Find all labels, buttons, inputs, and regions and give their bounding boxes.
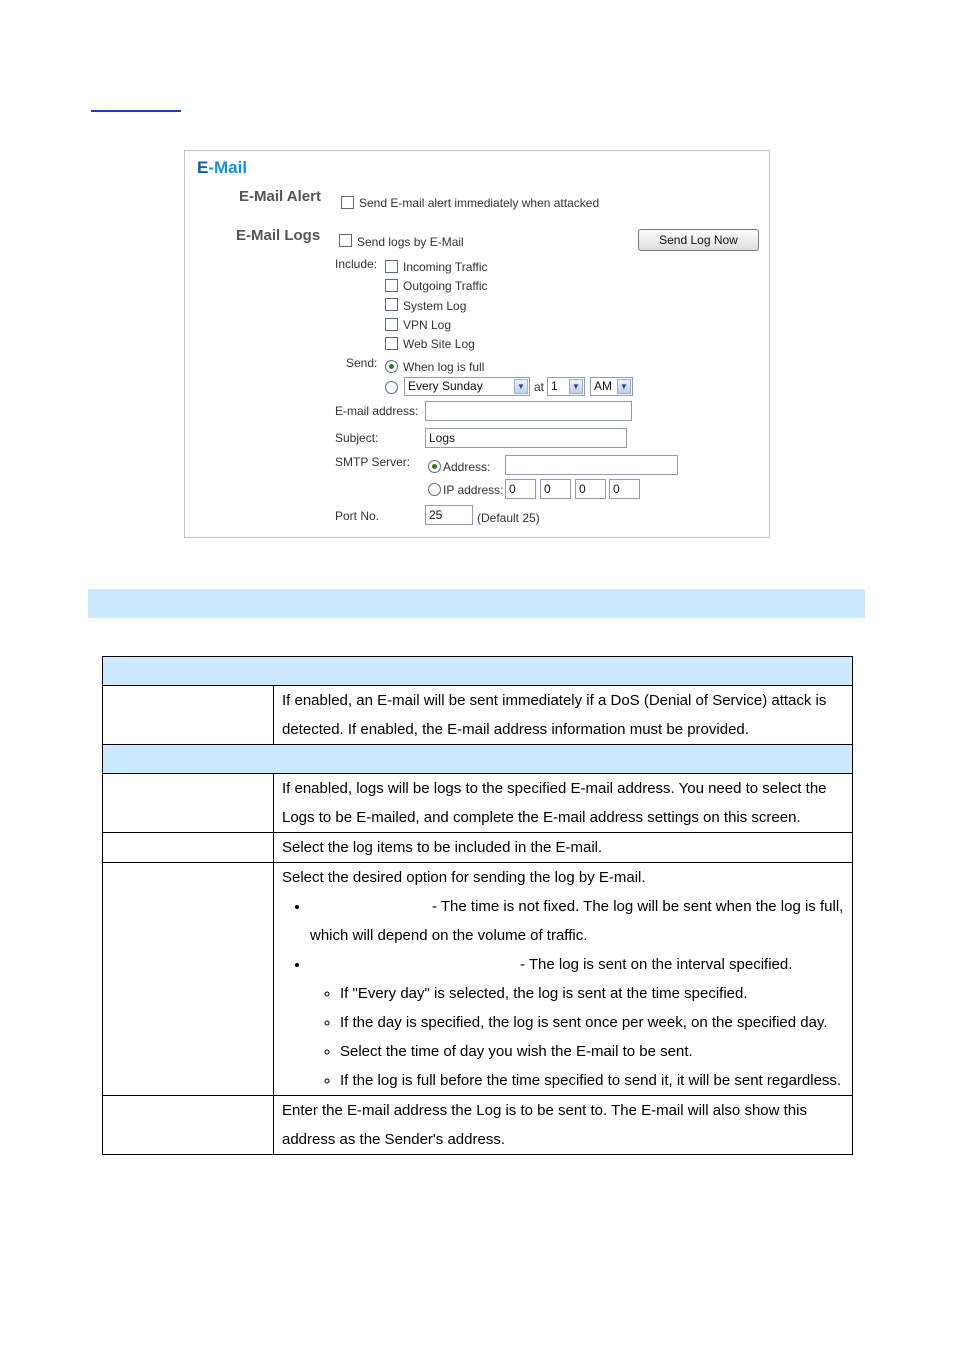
send-log-now-button[interactable]: Send Log Now	[638, 229, 759, 251]
subject-label: Subject:	[335, 431, 379, 445]
email-alert-checkbox[interactable]	[341, 196, 354, 209]
email-alert-checkbox-label: Send E-mail alert immediately when attacked	[359, 196, 600, 210]
list-item: • - The time is not fixed. The log will be sent when the log is full, which will depend on the volume of traffic.	[310, 892, 844, 950]
send-when-full-radio[interactable]	[385, 360, 398, 373]
row-email-logs-desc: If enabled, logs will be logs to the specified E-mail address. You need to select the Logs to be E-mailed, and complete the E-mail address settings on this screen.	[274, 774, 853, 833]
include-vpn-log-checkbox[interactable]	[385, 318, 398, 331]
smtp-ip-octet-3[interactable]: 0	[575, 479, 606, 499]
port-default-note: (Default 25)	[477, 511, 540, 525]
include-outgoing-label: Outgoing Traffic	[403, 279, 488, 293]
schedule-day-select[interactable]: Every Sunday ▼	[404, 377, 530, 396]
email-address-input[interactable]	[425, 401, 632, 421]
table-row	[103, 1096, 853, 1155]
section-heading-band	[88, 589, 865, 618]
schedule-ampm-select[interactable]: AM ▼	[590, 377, 633, 396]
smtp-address-label: Address:	[443, 460, 491, 474]
top-link-underline[interactable]	[91, 110, 181, 112]
include-system-log-checkbox[interactable]	[385, 298, 398, 311]
row-email-alert-desc: If enabled, an E-mail will be sent immediately if a DoS (Denial of Service) attack is detected. If enabled, the E-mail address information must be provided.	[274, 686, 853, 745]
list-item: ◦ If the log is full before the time specified to send it, it will be sent regardless.	[340, 1066, 844, 1095]
table-row	[103, 833, 853, 863]
smtp-address-radio[interactable]	[428, 460, 441, 473]
smtp-ip-octet-2[interactable]: 0	[540, 479, 571, 499]
schedule-hour-select[interactable]: 1 ▼	[547, 377, 585, 396]
include-incoming-label: Incoming Traffic	[403, 260, 488, 274]
send-label: Send:	[346, 356, 378, 370]
field-description-table	[102, 656, 853, 1155]
row-send-desc	[274, 863, 853, 1096]
include-vpn-log-label: VPN Log	[403, 318, 452, 332]
chevron-down-icon: ▼	[617, 379, 631, 394]
list-item: • - The log is sent on the interval specified. ◦ If "Every day" is selected, the log is sent at the time specified. ◦ If the day is specified, the log is sent once per week, on the specified day. ◦ Select the time of day you wish the E-mail to be sent. ◦ If the log is full before the time specified to send it, it will be sent regardless.	[310, 950, 844, 1095]
include-incoming-checkbox[interactable]	[385, 260, 398, 273]
list-item: ◦ If "Every day" is selected, the log is sent at the time specified.	[340, 979, 844, 1008]
schedule-notes-list	[310, 979, 844, 1095]
port-label: Port No.	[335, 509, 380, 523]
table-row	[103, 686, 853, 745]
subject-input[interactable]: Logs	[425, 428, 627, 448]
list-item: ◦ Select the time of day you wish the E-mail to be sent.	[340, 1037, 844, 1066]
table-row	[103, 863, 853, 1096]
email-settings-panel	[184, 150, 770, 538]
include-label: Include:	[335, 257, 378, 271]
include-web-site-log-checkbox[interactable]	[385, 337, 398, 350]
table-row	[103, 774, 853, 833]
smtp-ip-octet-1[interactable]: 0	[505, 479, 536, 499]
chevron-down-icon: ▼	[514, 379, 528, 394]
at-label: at	[534, 380, 545, 394]
include-outgoing-checkbox[interactable]	[385, 279, 398, 292]
send-intro: Select the desired option for sending the log by E-mail.	[282, 869, 646, 886]
panel-title: E-Mail	[197, 158, 248, 177]
list-item: ◦ If the day is specified, the log is sent once per week, on the specified day.	[340, 1008, 844, 1037]
include-web-site-log-label: Web Site Log	[403, 337, 475, 351]
row-email-address-desc: Enter the E-mail address the Log is to be sent to. The E-mail will also show this address as the Sender's address.	[274, 1096, 853, 1155]
email-alert-label: E-Mail Alert	[239, 188, 321, 205]
table-header-row	[103, 657, 853, 686]
port-input[interactable]: 25	[425, 505, 473, 525]
email-logs-checkbox-label: Send logs by E-Mail	[357, 235, 464, 249]
chevron-down-icon: ▼	[569, 379, 583, 394]
smtp-ip-label: IP address:	[443, 483, 504, 497]
smtp-ip-octet-4[interactable]: 0	[609, 479, 640, 499]
send-when-full-label: When log is full	[403, 360, 485, 374]
smtp-address-input[interactable]	[505, 455, 678, 475]
smtp-server-label: SMTP Server:	[335, 455, 411, 469]
include-system-log-label: System Log	[403, 299, 467, 313]
smtp-ip-radio[interactable]	[428, 483, 441, 496]
table-header-row	[103, 745, 853, 774]
email-logs-label: E-Mail Logs	[236, 227, 321, 244]
email-logs-checkbox[interactable]	[339, 234, 352, 247]
send-schedule-radio[interactable]	[385, 381, 398, 394]
send-options-list	[282, 892, 844, 1095]
email-address-label: E-mail address:	[335, 404, 419, 418]
row-include-desc: Select the log items to be included in the E-mail.	[274, 833, 853, 863]
